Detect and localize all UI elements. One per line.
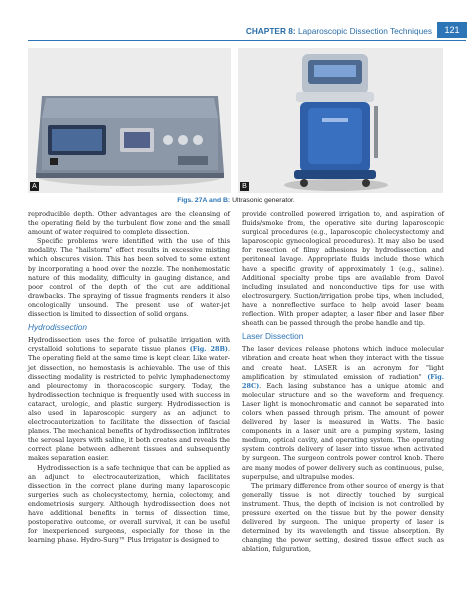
paragraph: Specific problems were identified with the use of this modality. The "hailstorm" effect results in excessive misting which obscures vision. This has been solved to some extent by incorporating a hood over the nozzle. The nonhemostatic nature of this modality, difficulty in gauging distance, and poor control of the depth of the cut are additional drawbacks. The spraying of tissue fragments renders it also oncologically unsound. The present use of water-jet dissection is limited to dissection of solid organs. [28, 237, 230, 319]
section-heading-hydrodissection: Hydrodissection [28, 322, 88, 333]
caption-text: Ultrasonic generator. [232, 197, 295, 204]
section-heading-laser-dissection: Laser Dissection [242, 331, 304, 342]
figure-caption [28, 197, 444, 204]
figure-27 [28, 48, 444, 193]
left-column [28, 210, 230, 545]
panel-a-tag: A [30, 182, 39, 191]
paragraph-text: . The operating field at the same time is kept clear. Like water-jet dissection, no hemostasis is achievable. The use of this dissecting modality is restricted to pelvic lymphadenectomy and pleurectomy in thoracoscopic surgery. Today, the hydrodissection technique is frequently used with success in cataract, urologic, and plastic surgery. Hydrodissection is also used in laparoscopic surgery as an adjunct to electrocauterization to facilitate the dissection of fascial planes. The mechanical benefits of hydrodissection infiltrates the serosal layers with saline, it both creates and reveals the correct plane between adherent tissues and subsequently makes separation easier. [28, 345, 230, 463]
caption-label: Figs. 27A and B: [177, 197, 231, 204]
chapter-label: CHAPTER 8: [245, 26, 296, 36]
running-header [246, 26, 432, 36]
figure-panel-b [238, 48, 443, 193]
paragraph: The primary difference from other source of energy is that generally tissue is not directly touched by surgical instrument. Thus, the depth of incision is not controlled by pressure exerted on the tissue but by the power density delivered by surgeon. The unique property of laser is determined by its wavelength and tissue absorption. By changing the power setting, desired tissue effect such as ablation, fulguration, [242, 481, 444, 554]
paragraph: provide controlled powered irrigation to, and aspiration of fluids/smoke from, the operative site during laparoscopic surgical procedures (e.g., laparoscopic cholecystectomy and laparoscopic gynecological procedures). It may also be used for resection of filmy adhesions by hydrodissection and peritoneal lavage. Appropriate fluids include those which have a specific gravity of approximately 1 (e.g., saline). Additional specialty probe tips are available from Davol including insulated and nonconductive tips for use with electrosurgery. Suction/irrigation probe tips, when included, have a nonreflective surface to help avoid laser beam reflection. With proper adapter, a laser fiber and laser fiber sheath can be passed through the probe handle and tip. [242, 210, 444, 328]
ultrasonic-generator-photo-b [238, 48, 443, 193]
panel-b-tag: B [240, 182, 249, 191]
paragraph-text: . Each lasing substance has a unique atomic and molecular structure and so the waveform and frequency. Laser light is monochromatic and cannot be separated into colors when passed through prism. The amount of power delivered by laser is measured in Watts. The basic components in a laser unit are a pumping system, lasing medium, optical cavity, and operating system. The operating system controls delivery of laser into tissue when activated by surgeon. The surgeon controls power control knob. There are many modes of power delivery such as continuous, pulse, superpulse, and ultrapulse modes. [242, 381, 444, 481]
header-rule [28, 40, 466, 41]
paragraph-text: The laser devices release photons which induce molecular vibration and create heat when they interact with the tissue and create heat. LASER is an acronym for "light amplification by stimulated emission of radiation" [242, 345, 444, 381]
paragraph [28, 336, 230, 463]
figure-reference: (Fig. 28C) [242, 372, 444, 390]
paragraph [242, 345, 444, 481]
paragraph-text: Hydrodissection uses the force of pulsatile irrigation with crystalloid solutions to separate tissue planes [28, 336, 230, 354]
paragraph: reproducible depth. Other advantages are the cleansing of the operating field by the turbulent flow zone and the small amount of water required to complete dissection. [28, 210, 230, 237]
page-number: 121 [437, 22, 467, 38]
ultrasonic-generator-photo-a [28, 48, 231, 193]
chapter-title: Laparoscopic Dissection Techniques [297, 26, 432, 36]
figure-reference: (Fig. 28B) [189, 345, 228, 354]
figure-panel-a [28, 48, 231, 193]
right-column [242, 210, 444, 554]
paragraph: Hydrodissection is a safe technique that can be applied as an adjunct to electrocauterization, which facilitates dissection in the correct plane during many laparoscopic surgeries such as cholecystectomy, hernia, colectomy, and endometriosis surgery. Although hydrodissection does not have additional benefits in terms of dissection time, postoperative outcome, or overall survival, it can be useful for inexperienced surgeons, especially for those in the learning phase. Hydro-Surg™ Plus Irrigator is designed to [28, 463, 230, 545]
page-header [0, 0, 474, 48]
